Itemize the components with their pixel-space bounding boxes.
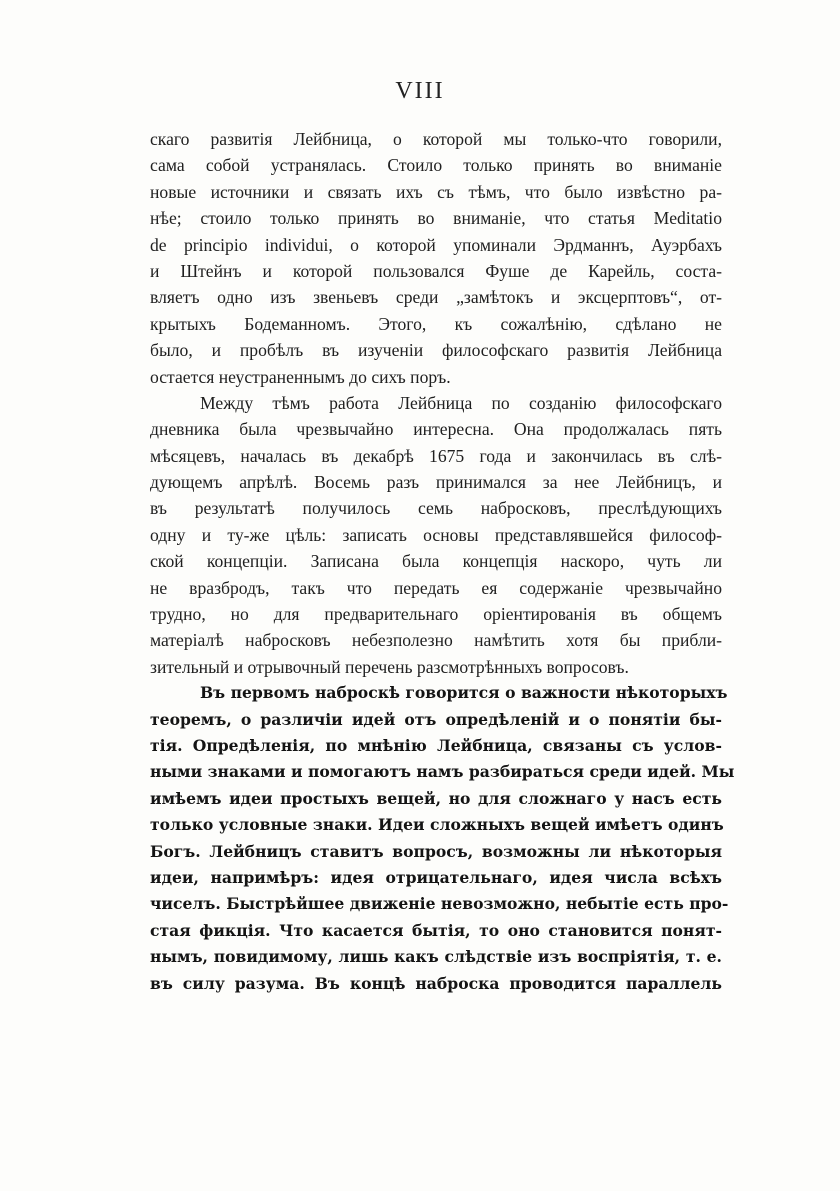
text-line: вляетъ одно изъ звеньевъ среди „замѣтокъ и эксцерптовъ“, от- — [150, 287, 722, 308]
text-line: стая фикція. Что касается бытія, то оно становится понят- — [150, 920, 722, 940]
text-line: теоремъ, о различіи идей отъ опредѣленій и о понятіи бы- — [150, 709, 722, 729]
text-line: скаго развитія Лейбница, о которой мы только-что говорили, — [150, 129, 722, 149]
text-line: нымъ, повидимому, лишь какъ слѣдствіе изъ воспріятія, т. е. — [150, 947, 722, 967]
text-line: чиселъ. Быстрѣйшее движеніе невозможно, небытіе есть про- — [150, 894, 729, 914]
text-line: новые источники и связать ихъ съ тѣмъ, что было извѣстно ра- — [150, 181, 722, 202]
paragraph-3 — [150, 680, 735, 997]
text-line: крытыхъ Бодеманномъ. Этого, къ сожалѣнію, сдѣлано не — [150, 313, 722, 334]
text-line: дневника была чрезвычайно интересна. Она продолжалась пять — [150, 419, 722, 440]
text-line: идеи, напримѣръ: идея отрицательнаго, идея числа всѣхъ — [150, 867, 722, 887]
text-line: нѣе; стоило только принять во вниманіе, что статья Meditatio — [150, 208, 722, 229]
text-line: матеріалѣ набросковъ небезполезно намѣтить хотя бы прибли- — [150, 630, 722, 651]
text-line: Богъ. Лейбницъ ставитъ вопросъ, возможны ли нѣкоторыя — [150, 841, 722, 861]
paragraph-2 — [150, 390, 722, 680]
text-line: ными знаками и помогаютъ намъ разбираться среди идей. Мы — [150, 762, 735, 782]
text-line: и Штейнъ и которой пользовался Фуше де Карейль, соста- — [150, 260, 722, 281]
text-line: въ результатѣ получилось семь набросковъ, преслѣдующихъ — [150, 498, 722, 519]
text-line: только условные знаки. Идеи сложныхъ вещей имѣетъ одинъ — [150, 815, 724, 835]
text-line: было, и пробѣлъ въ изученіи философскаго развитія Лейбница — [150, 340, 722, 361]
text-line: имѣемъ идеи простыхъ вещей, но для сложнаго у насъ есть — [150, 788, 722, 808]
text-line: Между тѣмъ работа Лейбница по созданію философскаго — [200, 392, 722, 413]
text-line: сама собой устранялась. Стоило только принять во вниманіе — [150, 155, 722, 176]
text-line: не вразбродъ, такъ что передать ея содержаніе чрезвычайно — [150, 577, 722, 598]
text-line: ской концепціи. Записана была концепція наскоро, чуть ли — [150, 551, 722, 572]
page-number: VIII — [395, 78, 445, 104]
text-line: Въ первомъ наброскѣ говорится о важности нѣкоторыхъ — [200, 683, 728, 703]
text-line: одну и ту-же цѣль: записать основы представлявшейся философ- — [150, 524, 722, 545]
text-line: мѣсяцевъ, началась въ декабрѣ 1675 года и закончилась въ слѣ- — [150, 445, 722, 466]
body-text — [150, 126, 735, 997]
text-line: de principio individui, о которой упоминали Эрдманнъ, Ауэрбахъ — [150, 234, 722, 255]
text-line: тія. Опредѣленія, по мнѣнію Лейбница, связаны съ услов- — [150, 735, 722, 755]
text-line: дующемъ апрѣлѣ. Восемь разъ принимался за нее Лейбницъ, и — [150, 472, 722, 493]
paragraph-1 — [150, 126, 722, 390]
text-line: зительный и отрывочный перечень разсмотрѣнныхъ вопросовъ. — [150, 656, 629, 677]
text-line: трудно, но для предварительнаго оріентированія въ общемъ — [150, 604, 722, 625]
text-line: остается неустраненнымъ до сихъ поръ. — [150, 366, 451, 387]
text-line: въ силу разума. Въ концѣ наброска проводится параллель — [150, 973, 722, 993]
